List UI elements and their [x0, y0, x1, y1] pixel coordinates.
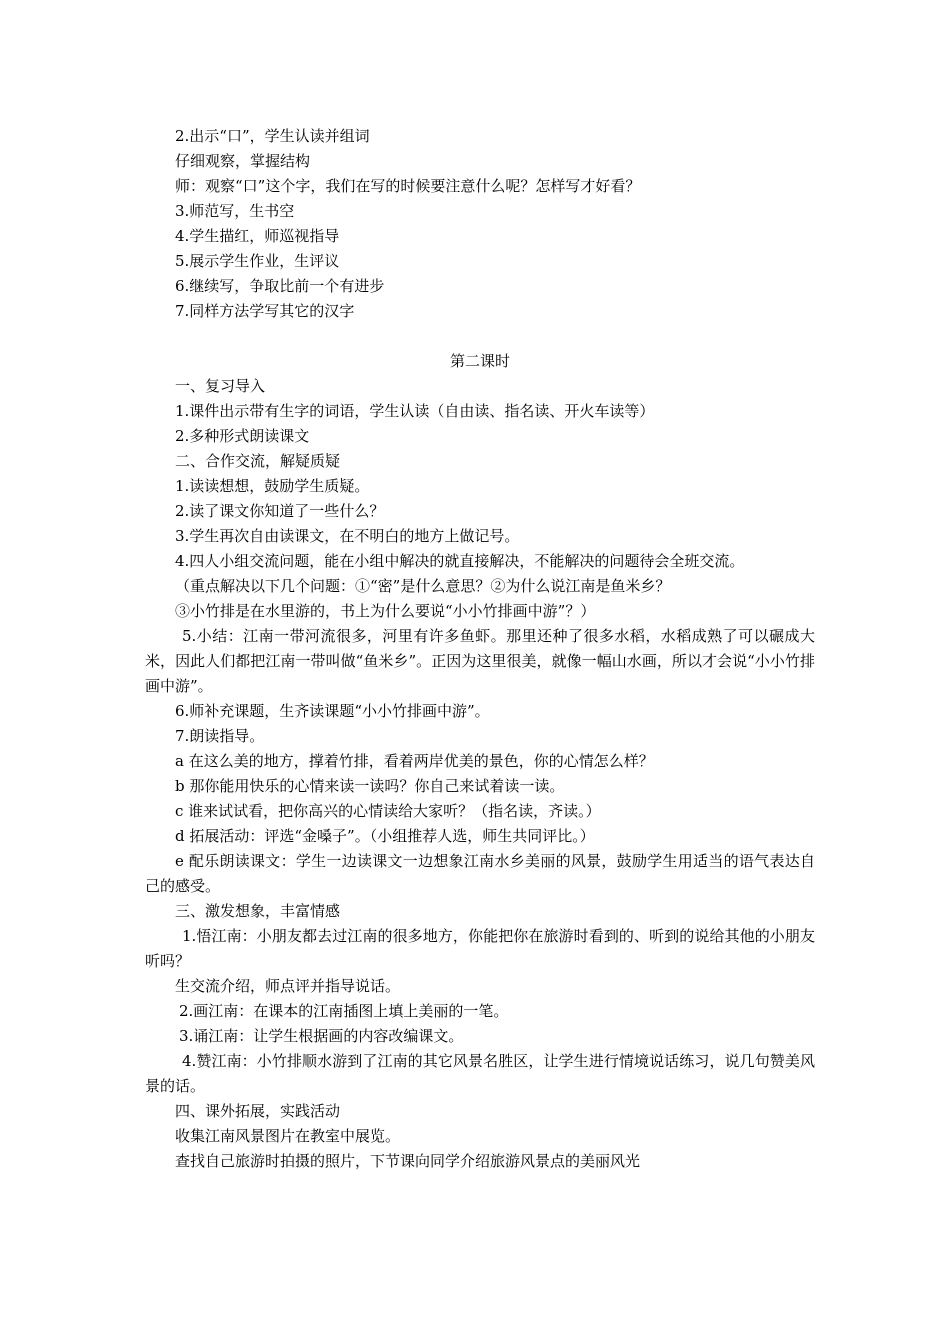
- section1-line-5: 4.学生描红，师巡视指导: [175, 227, 340, 245]
- part2-item-3: 3.学生再次自由读课文，在不明白的地方上做记号。: [175, 527, 520, 545]
- part2-item-1: 1.读读想想，鼓励学生质疑。: [175, 477, 370, 495]
- part2-item-2: 2.读了课文你知道了一些什么？: [175, 502, 385, 520]
- part4-heading: 四、课外拓展，实践活动: [175, 1102, 341, 1120]
- reading-item-b: b 那你能用快乐的心情来读一读吗？你自己来试着读一读。: [175, 777, 565, 795]
- part2-item-4: 4.四人小组交流问题，能在小组中解决的就直接解决，不能解决的问题待会全班交流。: [175, 552, 745, 570]
- reading-item-e: e 配乐朗读课文：学生一边读课文一边想象江南水乡美丽的风景，鼓励学生用适当的语气表达自己的感受。: [145, 852, 815, 895]
- part3-item-1: 1.悟江南：小朋友都去过江南的很多地方，你能把你在旅游时看到的、听到的说给其他的小朋友听吗？: [145, 927, 815, 970]
- part1-heading: 一、复习导入: [175, 377, 266, 395]
- section1-line-1: 2.出示“口”，学生认读并组词: [175, 127, 370, 145]
- part2-note-1: （重点解决以下几个问题：①“密”是什么意思？②为什么说江南是鱼米乡？: [175, 577, 671, 595]
- section1-line-6: 5.展示学生作业，生评议: [175, 252, 340, 270]
- part2-summary: 5.小结：江南一带河流很多，河里有许多鱼虾。那里还种了很多水稻，水稻成熟了可以碾成大米，因此人们都把江南一带叫做“鱼米乡”。正因为这里很美，就像一幅山水画，所以才会说“小小竹排画中游”。: [145, 627, 815, 695]
- document-body: [145, 124, 815, 1174]
- section1-line-4: 3.师范写，生书空: [175, 202, 295, 220]
- part3-item-4: 4.赞江南：小竹排顺水游到了江南的其它风景名胜区，让学生进行情境说话练习，说几句赞美风景的话。: [145, 1052, 815, 1095]
- part3-item-3: 3.诵江南：让学生根据画的内容改编课文。: [179, 1027, 464, 1045]
- reading-item-d: d 拓展活动：评选“金嗓子”。（小组推荐人选，师生共同评比。）: [175, 827, 595, 845]
- part2-heading: 二、合作交流，解疑质疑: [175, 452, 341, 470]
- part3-heading: 三、激发想象，丰富情感: [175, 902, 341, 920]
- part4-item-1: 收集江南风景图片在教室中展览。: [175, 1127, 401, 1145]
- part4-item-2: 查找自己旅游时拍摄的照片，下节课向同学介绍旅游风景点的美丽风光: [175, 1152, 641, 1170]
- part2-item-6: 6.师补充课题，生齐读课题“小小竹排画中游”。: [175, 702, 490, 720]
- lesson-title: 第二课时: [449, 352, 510, 370]
- part3-item-1-follow: 生交流介绍，师点评并指导说话。: [175, 977, 401, 995]
- reading-item-a: a 在这么美的地方，撑着竹排，看着两岸优美的景色，你的心情怎么样？: [175, 752, 654, 770]
- part1-item-1: 1.课件出示带有生字的词语，学生认读（自由读、指名读、开火车读等）: [175, 402, 655, 420]
- spacer: [145, 324, 815, 349]
- section1-line-3: 师：观察“口”这个字，我们在写的时候要注意什么呢？怎样写才好看？: [175, 177, 641, 195]
- part1-item-2: 2.多种形式朗读课文: [175, 427, 310, 445]
- section1-line-2: 仔细观察，掌握结构: [175, 152, 311, 170]
- part2-note-2: ③小竹排是在水里游的，书上为什么要说“小小竹排画中游”？）: [175, 602, 596, 620]
- section1-line-8: 7.同样方法学写其它的汉字: [175, 302, 355, 320]
- section1-line-7: 6.继续写，争取比前一个有进步: [175, 277, 385, 295]
- part2-item-7: 7.朗读指导。: [175, 727, 265, 745]
- reading-item-c: c 谁来试试看，把你高兴的心情读给大家听？（指名读，齐读。）: [175, 802, 601, 820]
- part3-item-2: 2.画江南：在课本的江南插图上填上美丽的一笔。: [179, 1002, 509, 1020]
